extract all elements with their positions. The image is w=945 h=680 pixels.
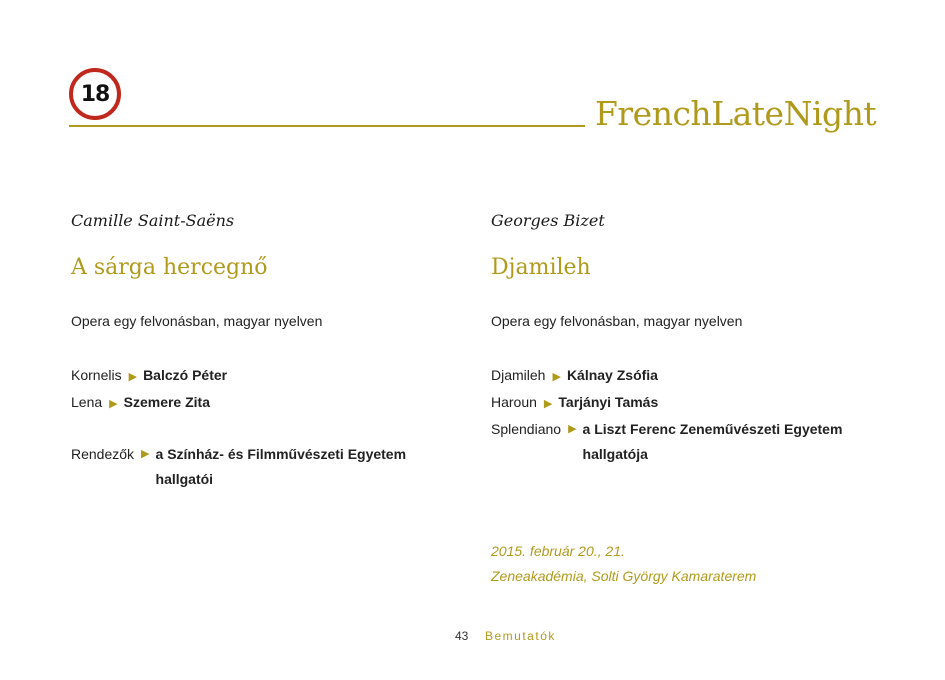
age-rating-badge: 18 bbox=[69, 68, 121, 120]
cast-row bbox=[491, 390, 842, 417]
header-title: FrenchLateNight bbox=[595, 94, 877, 133]
cast-performer: Tarjányi Tamás bbox=[558, 394, 659, 410]
triangle-right-icon: ▶ bbox=[141, 448, 150, 460]
left-subtitle: Opera egy felvonásban, magyar nyelven bbox=[71, 313, 323, 329]
section-name: Bemutatók bbox=[485, 629, 556, 643]
directors-row bbox=[71, 442, 406, 492]
performance-info bbox=[491, 539, 756, 589]
directors-value bbox=[156, 442, 407, 492]
splendiano-value bbox=[583, 417, 843, 467]
directors-label: Rendezők bbox=[71, 446, 135, 462]
cast-role: Kornelis bbox=[71, 367, 122, 383]
cast-row bbox=[71, 363, 406, 390]
cast-role: Haroun bbox=[491, 394, 537, 410]
splendiano-value-line2: hallgatója bbox=[582, 446, 648, 462]
page-number: 43 bbox=[455, 629, 469, 643]
performance-venue: Zeneakadémia, Solti György Kamaraterem bbox=[491, 568, 757, 584]
cast-role: Splendiano bbox=[491, 421, 562, 437]
directors-value-line2: hallgatói bbox=[155, 471, 214, 487]
triangle-right-icon: ▶ bbox=[109, 398, 118, 410]
left-opera-title: A sárga hercegnő bbox=[71, 255, 268, 280]
right-opera-title: Djamileh bbox=[491, 255, 591, 280]
left-composer: Camille Saint-Saëns bbox=[71, 211, 235, 230]
performance-dates: 2015. február 20., 21. bbox=[491, 543, 625, 559]
cast-row bbox=[71, 390, 406, 417]
splendiano-value-line1: a Liszt Ferenc Zeneművészeti Egyetem bbox=[582, 421, 843, 437]
right-subtitle: Opera egy felvonásban, magyar nyelven bbox=[491, 313, 743, 329]
cast-performer: Szemere Zita bbox=[123, 394, 210, 410]
directors-value-line1: a Színház- és Filmművészeti Egyetem bbox=[155, 446, 407, 462]
triangle-right-icon: ▶ bbox=[128, 371, 138, 383]
cast-performer: Kálnay Zsófia bbox=[566, 367, 658, 383]
header-rule bbox=[69, 125, 585, 127]
splendiano-row bbox=[491, 417, 842, 467]
cast-performer: Balczó Péter bbox=[143, 367, 228, 383]
cast-role: Djamileh bbox=[491, 367, 546, 383]
right-cast-list bbox=[491, 363, 842, 467]
right-composer: Georges Bizet bbox=[491, 211, 605, 230]
triangle-right-icon: ▶ bbox=[552, 371, 561, 383]
cast-row bbox=[491, 363, 842, 390]
triangle-right-icon: ▶ bbox=[568, 423, 577, 435]
triangle-right-icon: ▶ bbox=[543, 398, 553, 410]
cast-role: Lena bbox=[71, 394, 103, 410]
left-cast-list bbox=[71, 363, 406, 492]
